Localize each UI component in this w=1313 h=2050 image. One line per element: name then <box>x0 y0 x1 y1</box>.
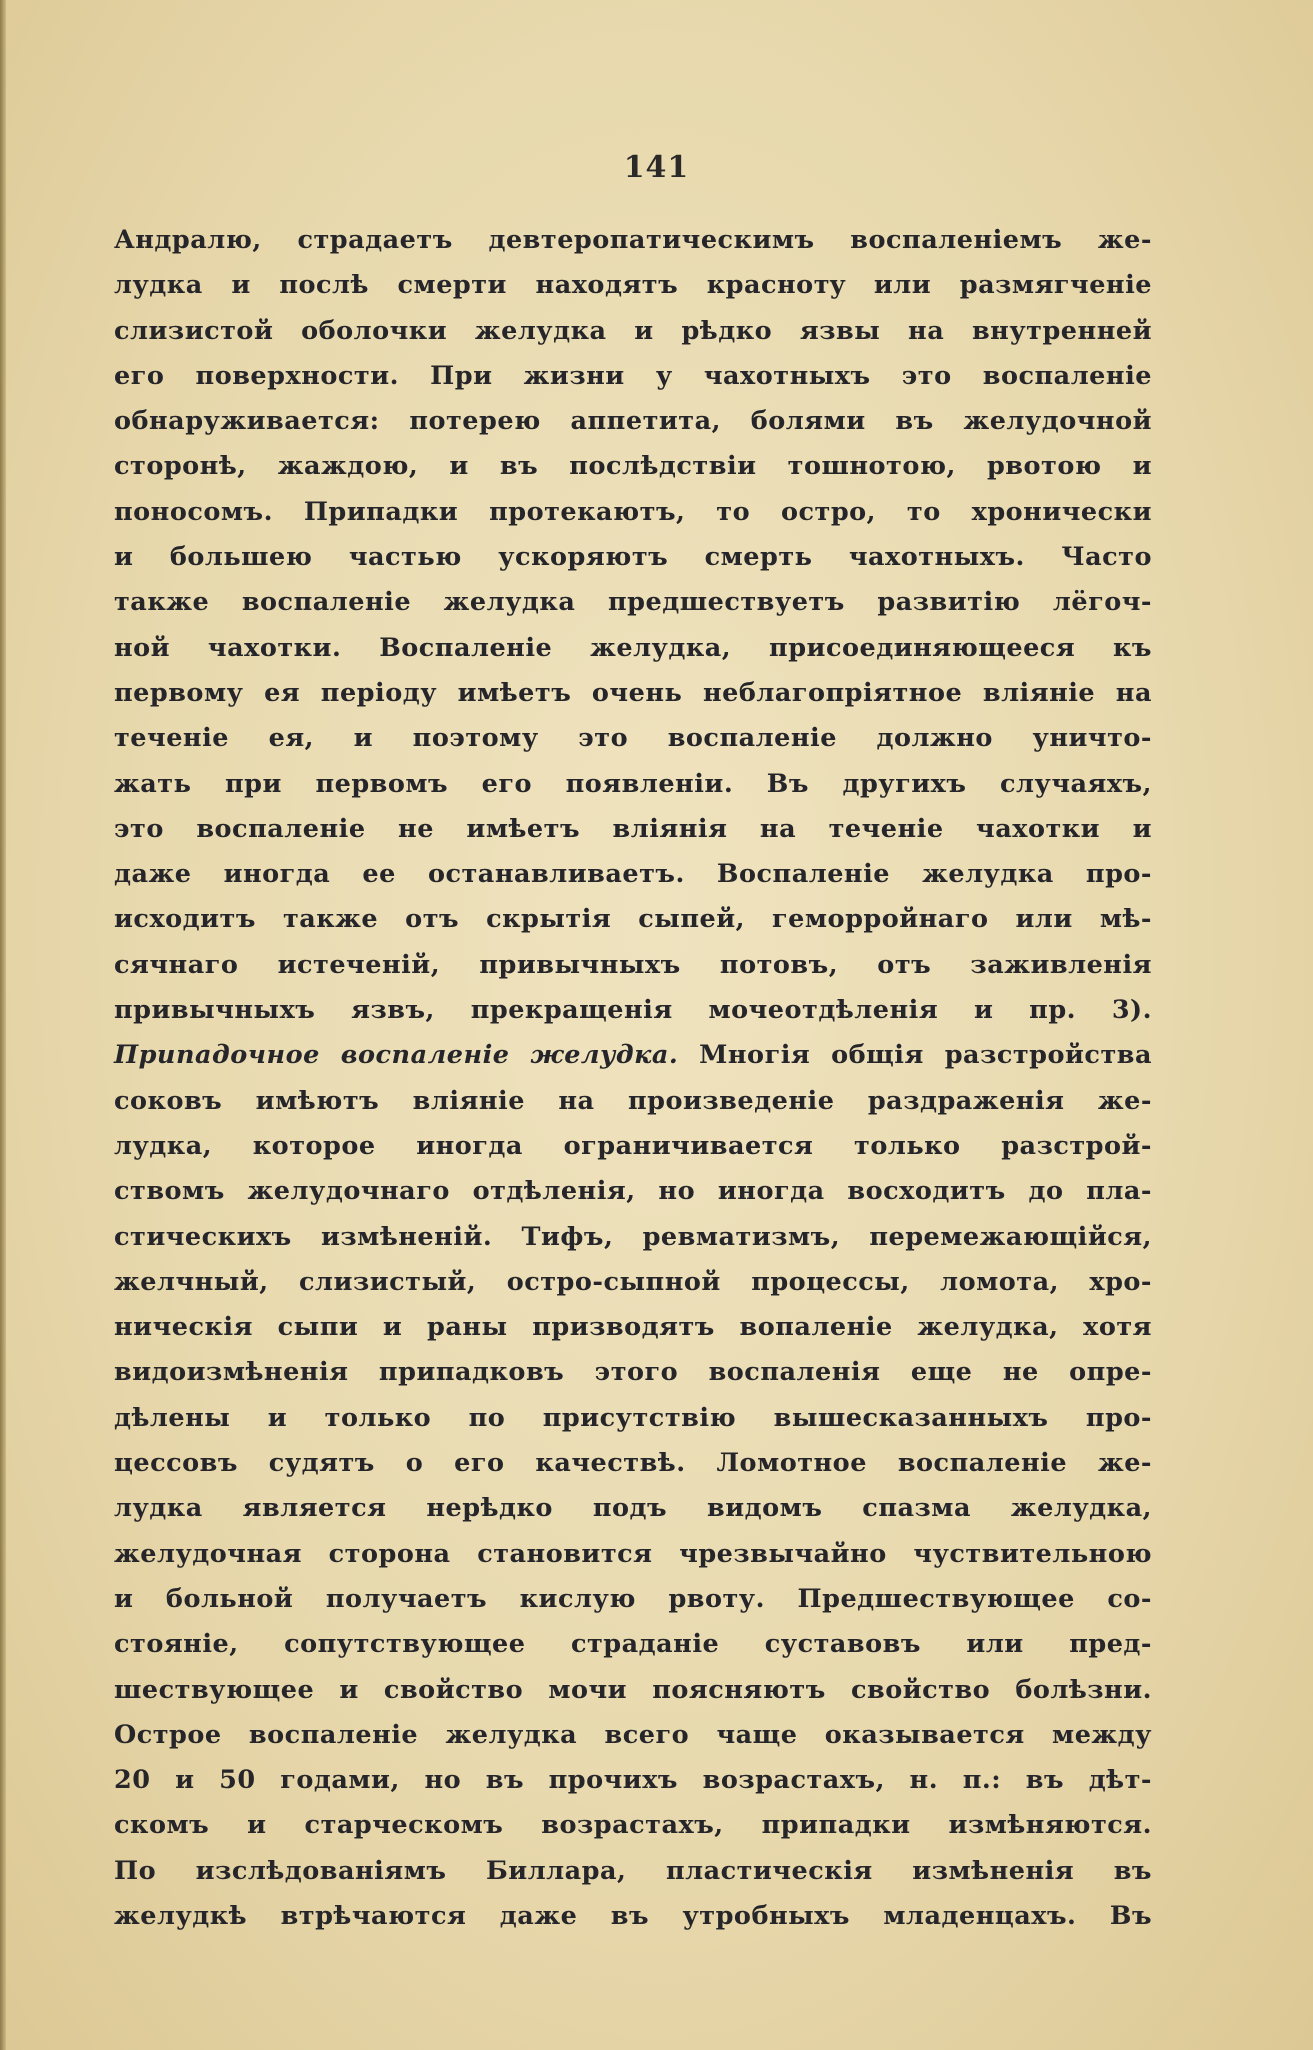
text-line-section-heading <box>114 1033 1152 1078</box>
page-number: 141 <box>623 150 690 185</box>
text-line: и большею частью ускоряютъ смерть чахотныхъ. Часто <box>114 542 1152 573</box>
text-line: шествующее и свойство мочи поясняютъ свойство болѣзни. <box>114 1674 1152 1705</box>
text-line: сторонѣ, жаждою, и въ послѣдствіи тошнотою, рвотою и <box>114 451 1152 482</box>
text-line: скомъ и старческомъ возрастахъ, припадки измѣняются. <box>114 1810 1152 1841</box>
text-line: лудка является нерѣдко подъ видомъ спазма желудка, <box>114 1493 1152 1524</box>
text-line: жать при первомъ его появленіи. Въ другихъ случаяхъ, <box>114 768 1152 799</box>
text-line: Острое воспаленіе желудка всего чаще оказывается между <box>114 1719 1152 1750</box>
text-line: желудкѣ втрѣчаются даже въ утробныхъ младенцахъ. Въ <box>114 1900 1152 1931</box>
text-line: поносомъ. Припадки протекаютъ, то остро, то хронически <box>114 496 1152 527</box>
text-line: ной чахотки. Воспаленіе желудка, присоединяющееся къ <box>114 632 1152 663</box>
text-line: дѣлены и только по присутствію вышесказанныхъ про- <box>114 1402 1152 1433</box>
text-line: видоизмѣненія припадковъ этого воспаленія еще не опре- <box>114 1357 1152 1388</box>
text-line: исходитъ также отъ скрытія сыпей, геморройнаго или мѣ- <box>114 904 1152 935</box>
text-line: соковъ имѣютъ вліяніе на произведеніе раздраженія же- <box>114 1085 1152 1116</box>
text-line: По изслѣдованіямъ Биллара, пластическія измѣненія въ <box>114 1855 1152 1886</box>
text-line: обнаруживается: потерею аппетита, болями въ желудочной <box>114 406 1152 437</box>
text-line: стическихъ измѣненій. Тифъ, ревматизмъ, перемежающійся, <box>114 1221 1152 1252</box>
binding-edge <box>0 0 6 2050</box>
text-line: лудка и послѣ смерти находятъ краснотy или размягченіе <box>114 270 1152 301</box>
section-heading-italic: Припадочное воспаленіе желудка. <box>114 1040 679 1071</box>
text-line: ствомъ желудочнаго отдѣленія, но иногда восходитъ до пла- <box>114 1176 1152 1207</box>
text-line: Андралю, страдаетъ девтеропатическимъ воспаленіемъ же- <box>114 225 1152 255</box>
text-line: теченіе ея, и поэтому это воспаленіе должно уничто- <box>114 723 1152 754</box>
text-line: первому ея періоду имѣетъ очень неблагопріятное вліяніе на <box>114 677 1152 708</box>
text-line: желудочная сторона становится чрезвычайно чуствительною <box>114 1538 1152 1569</box>
text-line: 20 и 50 годами, но въ прочихъ возрастахъ, н. п.: въ дѣт- <box>114 1765 1152 1796</box>
text-line: это воспаленіе не имѣетъ вліянія на теченіе чахотки и <box>114 813 1152 844</box>
page-body-text <box>114 218 1152 1939</box>
text-line: ническія сыпи и раны призводятъ вопаленіе желудка, хотя <box>114 1312 1152 1343</box>
text-line: слизистой оболочки желудка и рѣдко язвы на внутренней <box>114 315 1152 346</box>
text-line: стояніе, сопутствующее страданіе суставовъ или пред- <box>114 1629 1152 1660</box>
text-line: его поверхности. При жизни у чахотныхъ это воспаленіе <box>114 360 1152 391</box>
text-line: также воспаленіе желудка предшествуетъ развитію лёгоч- <box>114 587 1152 618</box>
text-line: сячнаго истеченій, привычныхъ потовъ, отъ заживленія <box>114 949 1152 980</box>
text-line: лудка, которое иногда ограничивается только разстрой- <box>114 1130 1152 1161</box>
text-line: цессовъ судятъ о его качествѣ. Ломотное воспаленіе же- <box>114 1448 1152 1479</box>
text-line: даже иногда ее останавливаетъ. Воспаленіе желудка про- <box>114 859 1152 890</box>
text-line: и больной получаетъ кислую рвоту. Предшествующее со- <box>114 1583 1152 1614</box>
section-heading-rest: Многія общія разстройства <box>678 1040 1152 1071</box>
text-line: желчный, слизистый, остро-сыпной процессы, ломота, хро- <box>114 1266 1152 1297</box>
text-line: привычныхъ язвъ, прекращенія мочеотдѣленія и пр. 3). <box>114 995 1152 1026</box>
